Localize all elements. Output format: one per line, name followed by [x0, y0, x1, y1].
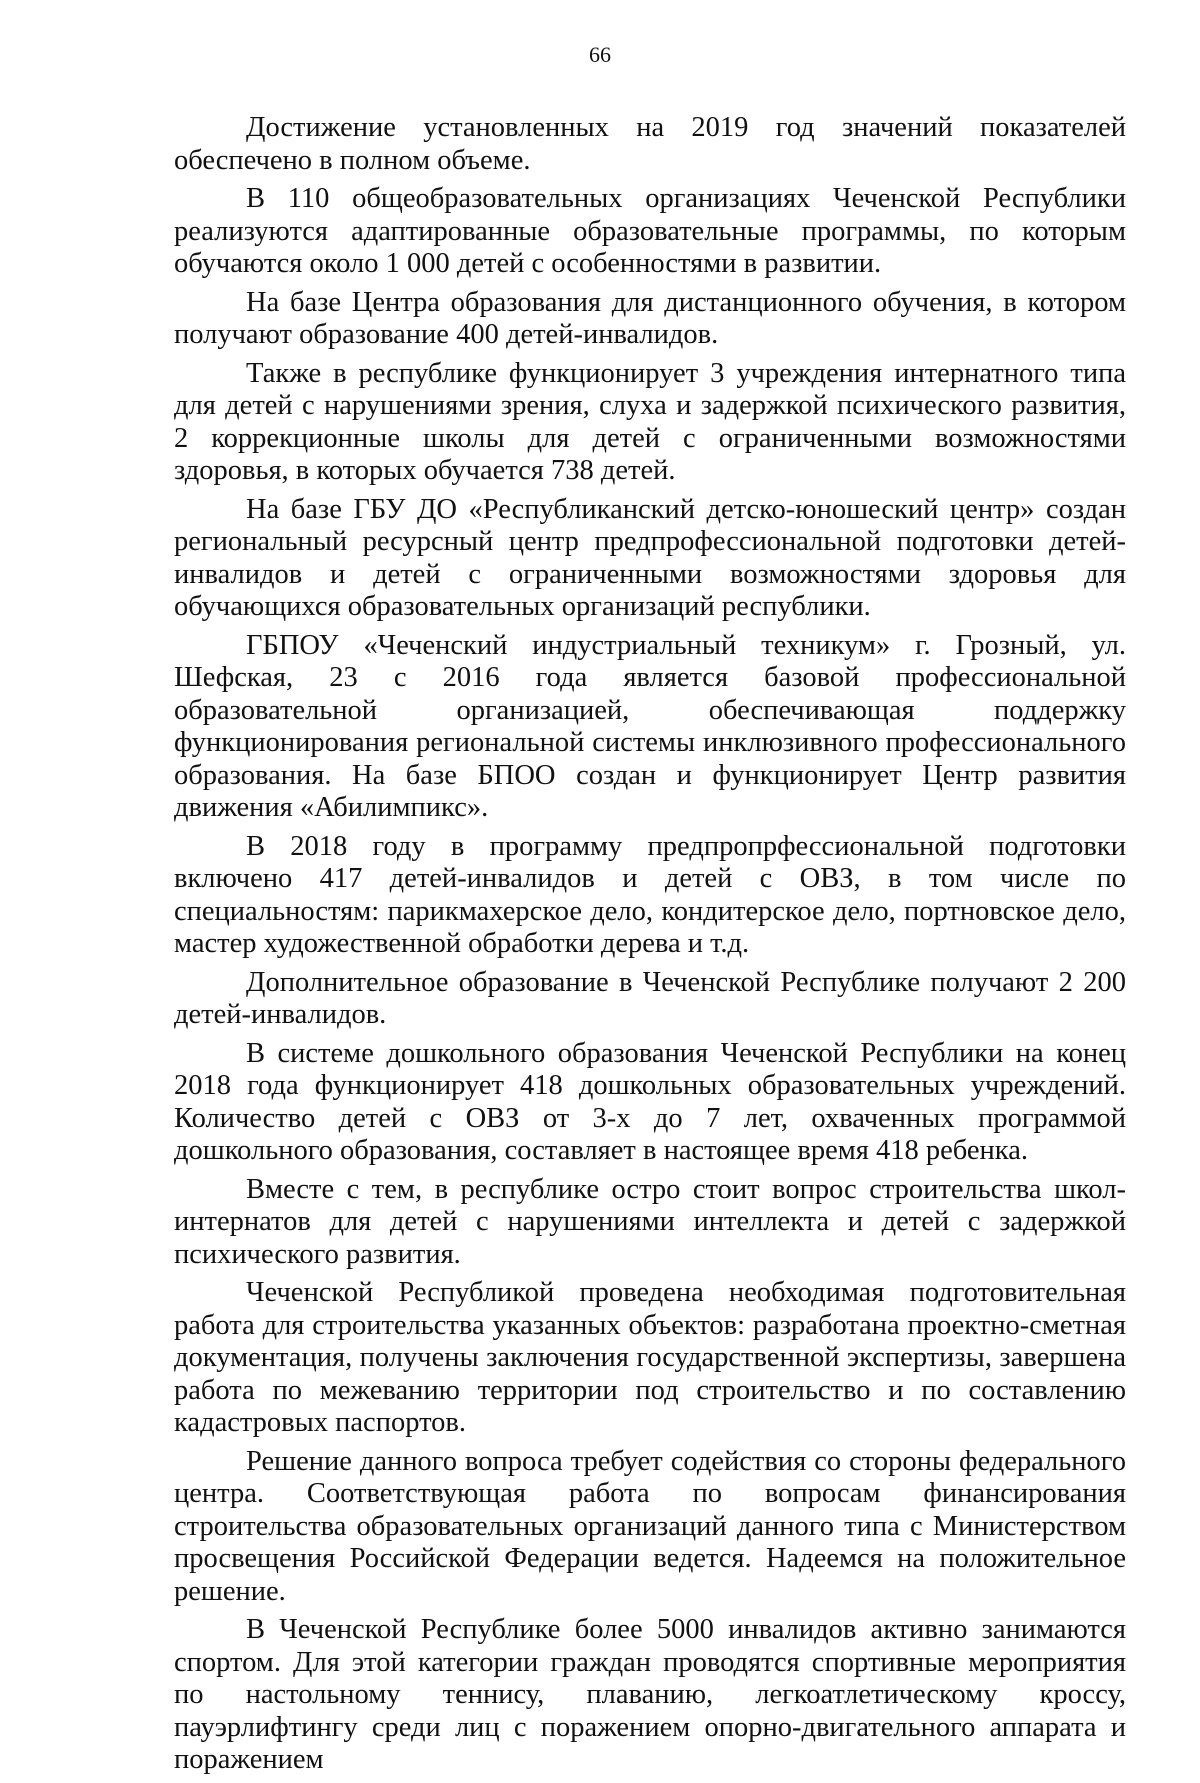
paragraph-7: В 2018 году в программу предпропрфессиональной подготовки включено 417 детей-инвалидов и детей с ОВЗ, в том числе по специальностям: парикмахерское дело, кондитерское дело, портновское дело, мастер художественной обработки дерева и т.д.	[174, 830, 1126, 959]
paragraph-13: В Чеченской Республике более 5000 инвалидов активно занимаются спортом. Для этой категории граждан проводятся спортивные мероприятия по настольному теннису, плаванию, легкоатлетическому кроссу, пауэрлифтингу среди лиц с поражением опорно-двигательного аппарата и поражением	[174, 1614, 1126, 1775]
paragraph-12: Решение данного вопроса требует содействия со стороны федерального центра. Соответствующая работа по вопросам финансирования строительства образовательных организаций данного типа с Министерством просвещения Российской Федерации ведется. Надеемся на положительное решение.	[174, 1445, 1126, 1607]
paragraph-3: На базе Центра образования для дистанционного обучения, в котором получают образование 400 детей-инвалидов.	[174, 286, 1126, 350]
page-number: 66	[589, 42, 611, 67]
paragraph-5: На базе ГБУ ДО «Республиканский детско-юношеский центр» создан региональный ресурсный центр предпрофессиональной подготовки детей-инвалидов и детей с ограниченными возможностями здоровья для обучающихся образовательных организаций республики.	[174, 493, 1126, 622]
paragraph-1: Достижение установленных на 2019 год значений показателей обеспечено в полном объеме.	[174, 112, 1126, 176]
document-body	[174, 112, 1126, 1783]
paragraph-4: Также в республике функционирует 3 учреждения интернатного типа для детей с нарушениями зрения, слуха и задержкой психического развития, 2 коррекционные школы для детей с ограниченными возможностями здоровья, в которых обучается 738 детей.	[174, 357, 1126, 486]
paragraph-10: Вместе с тем, в республике остро стоит вопрос строительства школ-интернатов для детей с нарушениями интеллекта и детей с задержкой психического развития.	[174, 1173, 1126, 1270]
paragraph-11: Чеченской Республикой проведена необходимая подготовительная работа для строительства указанных объектов: разработана проектно-сметная документация, получены заключения государственной экспертизы, завершена работа по межеванию территории под строительство и по составлению кадастровых паспортов.	[174, 1277, 1126, 1438]
paragraph-8: Дополнительное образование в Чеченской Республике получают 2 200 детей-инвалидов.	[174, 966, 1126, 1030]
paragraph-9: В системе дошкольного образования Чеченской Республики на конец 2018 года функционирует 418 дошкольных образовательных учреждений. Количество детей с ОВЗ от 3-х до 7 лет, охваченных программой дошкольного образования, составляет в настоящее время 418 ребенка.	[174, 1037, 1126, 1166]
paragraph-6: ГБПОУ «Чеченский индустриальный техникум» г. Грозный, ул. Шефская, 23 с 2016 года является базовой профессиональной образовательной организацией, обеспечивающая поддержку функционирования региональной системы инклюзивного профессионального образования. На базе БПОО создан и функционирует Центр развития движения «Абилимпикс».	[174, 629, 1126, 823]
paragraph-2: В 110 общеобразовательных организациях Чеченской Республики реализуются адаптированные образовательные программы, по которым обучаются около 1 000 детей с особенностями в развитии.	[174, 183, 1126, 279]
